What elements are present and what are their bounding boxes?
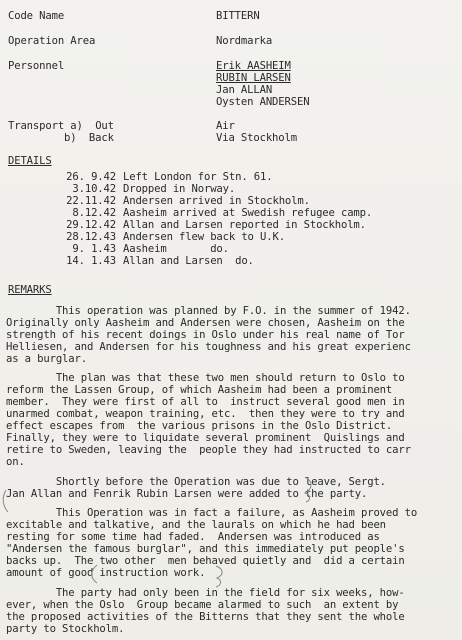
operation-area-label: Operation Area xyxy=(8,35,96,47)
remarks-line: unarmed combat, weapon training, etc. then they were to try and xyxy=(6,408,405,420)
details-date: 14. 1.43 xyxy=(66,255,116,267)
remarks-line: Jan Allan and Fenrik Rubin Larsen were added to the party. xyxy=(6,488,368,500)
remarks-line: reform the Lassen Group, of which Aasheim had been a prominent xyxy=(6,384,393,396)
remarks-line: This operation was planned by F.O. in the summer of 1942. xyxy=(6,305,411,317)
details-date: 29.12.42 xyxy=(66,219,116,231)
remarks-line: on. xyxy=(6,456,25,468)
code-name-label: Code Name xyxy=(8,10,65,22)
remarks-line: party to Stockholm. xyxy=(6,623,125,635)
operation-area-value: Nordmarka xyxy=(216,35,273,47)
details-date: 26. 9.42 xyxy=(66,171,116,183)
remarks-line: Shortly before the Operation was due to leave, Sergt. xyxy=(6,476,386,488)
personnel-name-4: Oysten ANDERSEN xyxy=(216,96,310,108)
personnel-name-3: Jan ALLAN xyxy=(216,84,273,96)
remarks-line: ever, when the Oslo Group became alarmed to such an extent by xyxy=(6,599,399,611)
details-heading: DETAILS xyxy=(8,155,52,167)
bracket-mark-inline-left xyxy=(92,565,97,583)
bracket-mark-left xyxy=(3,490,8,512)
transport-back-value: Via Stockholm xyxy=(216,132,297,144)
remarks-line: "Andersen the famous burglar", and this immediately put people's xyxy=(6,543,405,555)
remarks-line: effect escapes from the various prisons in the Oslo District. xyxy=(6,420,393,432)
transport-back-label: b) Back xyxy=(64,132,114,144)
details-date: 8.12.42 xyxy=(72,207,116,219)
details-date: 22.11.42 xyxy=(66,195,116,207)
bracket-mark-right xyxy=(305,477,311,502)
remarks-line: Finally, they were to liquidate several prominent Quislings and xyxy=(6,432,405,444)
personnel-name-1: Erik AASHEIM xyxy=(216,60,291,72)
remarks-line: as a burglar. xyxy=(6,353,87,365)
remarks-line: strength of his recent doings in Oslo under his real name of Tor xyxy=(6,329,405,341)
remarks-line: the proposed activities of the Bitterns that they sent the whole xyxy=(6,611,405,623)
remarks-line: retire to Sweden, leaving the people they had instructed to carr xyxy=(6,444,411,456)
details-date: 9. 1.43 xyxy=(72,243,116,255)
remarks-line: The party had only been in the field for six weeks, how- xyxy=(6,587,405,599)
details-text: Andersen flew back to U.K. xyxy=(123,231,285,243)
remarks-line: member. They were first of all to instruct several good men in xyxy=(6,396,405,408)
remarks-line: resting for some time had faded. Andersen was introduced as xyxy=(6,531,380,543)
details-text: Allan and Larsen do. xyxy=(123,255,254,267)
personnel-label: Personnel xyxy=(8,60,65,72)
details-text: Dropped in Norway. xyxy=(123,183,236,195)
details-date: 3.10.42 xyxy=(72,183,116,195)
remarks-line: The plan was that these two men should return to Oslo to xyxy=(6,372,405,384)
transport-out-label: Transport a) Out xyxy=(8,120,114,132)
details-text: Aasheim do. xyxy=(123,243,229,255)
remarks-line: Originally only Aasheim and Andersen were chosen, Aasheim on the xyxy=(6,317,405,329)
details-text: Andersen arrived in Stockholm. xyxy=(123,195,310,207)
details-text: Allan and Larsen reported in Stockholm. xyxy=(123,219,366,231)
code-name-value: BITTERN xyxy=(216,10,260,22)
details-text: Left London for Stn. 61. xyxy=(123,171,273,183)
details-date: 28.12.43 xyxy=(66,231,116,243)
transport-out-value: Air xyxy=(216,120,235,132)
details-text: Aasheim arrived at Swedish refugee camp. xyxy=(123,207,373,219)
remarks-heading: REMARKS xyxy=(8,284,52,296)
remarks-line: excitable and talkative, and the laurals on which he had been xyxy=(6,519,386,531)
personnel-name-2: RUBIN LARSEN xyxy=(216,72,291,84)
remarks-line: backs up. The two other men behaved quietly and did a certain xyxy=(6,555,405,567)
remarks-line: amount of good instruction work. xyxy=(6,567,206,579)
bracket-mark-inline-right xyxy=(216,566,222,587)
remarks-line: Helliesen, and Andersen for his toughness and his great experienc xyxy=(6,341,411,353)
remarks-line: This Operation was in fact a failure, as Aasheim proved to xyxy=(6,507,418,519)
